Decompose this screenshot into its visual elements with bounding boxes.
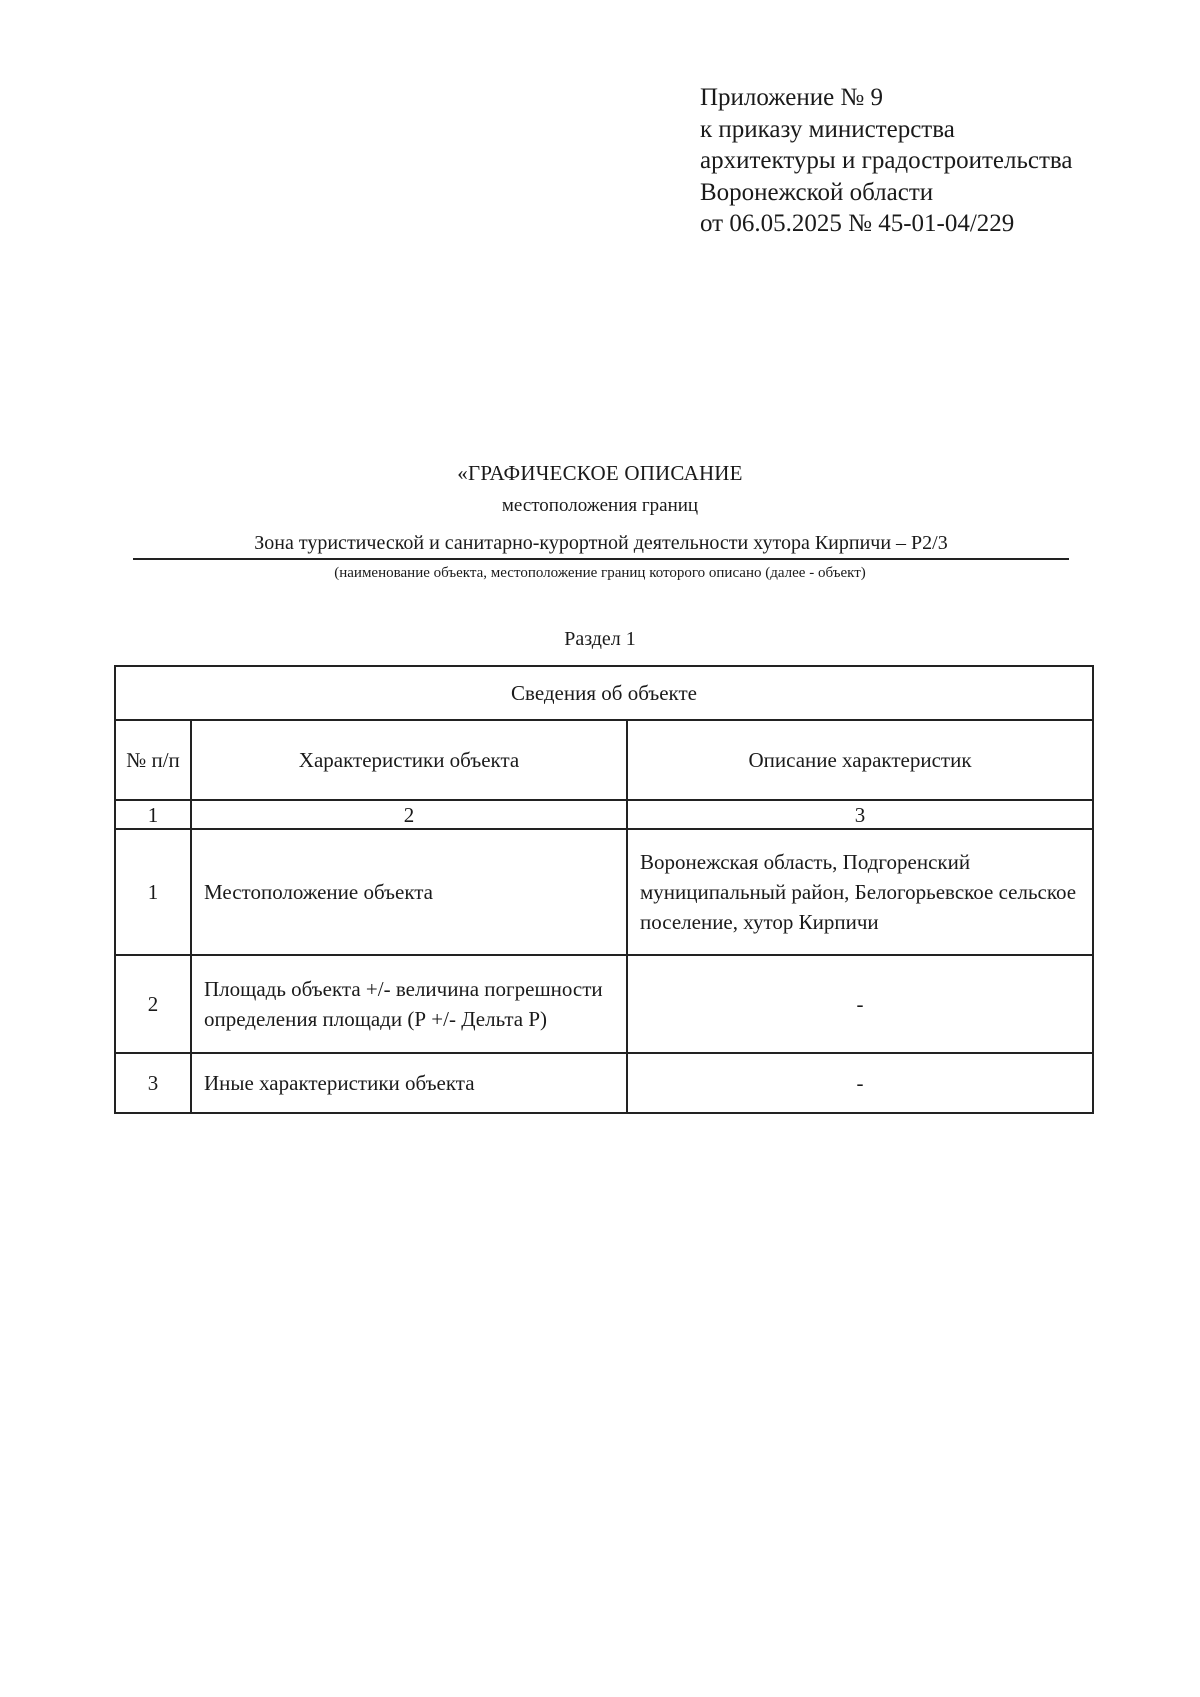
section-label: Раздел 1 (564, 628, 636, 650)
title-main: «ГРАФИЧЕСКОЕ ОПИСАНИЕ (457, 461, 743, 485)
table-row (115, 955, 1093, 1053)
object-name-line (133, 530, 1069, 560)
column-index-row (115, 800, 1093, 829)
header-characteristic: Характеристики объекта (191, 720, 627, 800)
appendix-line-4: Воронежской области (700, 178, 934, 206)
appendix-line-1: Приложение № 9 (700, 84, 884, 111)
row-characteristic: Площадь объекта +/- величина погрешности определения площади (Р +/- Дельта Р) (191, 955, 627, 1053)
table-caption-row (115, 666, 1093, 720)
title-sub: местоположения границ (501, 495, 699, 516)
header-description: Описание характеристик (627, 720, 1093, 800)
document-title (0, 460, 1200, 518)
table-header-row (115, 720, 1093, 800)
object-name: Зона туристической и санитарно-курортной деятельности хутора Кирпичи – Р2/3 (254, 532, 948, 554)
row-num: 2 (115, 955, 191, 1053)
column-index: 2 (191, 800, 627, 829)
row-num: 1 (115, 829, 191, 955)
appendix-line-5: от 06.05.2025 № 45-01-04/229 (700, 210, 1015, 237)
appendix-line-2: к приказу министерства (700, 115, 955, 143)
object-caption: (наименование объекта, местоположение границ которого описано (далее - объект) (334, 565, 866, 581)
appendix-line-3: архитектуры и градостроительства (700, 147, 1073, 174)
table-row (115, 1053, 1093, 1113)
appendix-header (700, 82, 1072, 240)
column-index: 3 (627, 800, 1093, 829)
row-description: Воронежская область, Подгоренский муниципальный район, Белогорьевское сельское поселение, хутор Кирпичи (627, 829, 1093, 955)
object-info-table (114, 665, 1094, 1114)
row-description: - (627, 955, 1093, 1053)
row-num: 3 (115, 1053, 191, 1113)
header-num: № п/п (115, 720, 191, 800)
row-characteristic: Местоположение объекта (191, 829, 627, 955)
row-description: - (627, 1053, 1093, 1113)
table-caption: Сведения об объекте (115, 666, 1093, 720)
table-row (115, 829, 1093, 955)
column-index: 1 (115, 800, 191, 829)
row-characteristic: Иные характеристики объекта (191, 1053, 627, 1113)
